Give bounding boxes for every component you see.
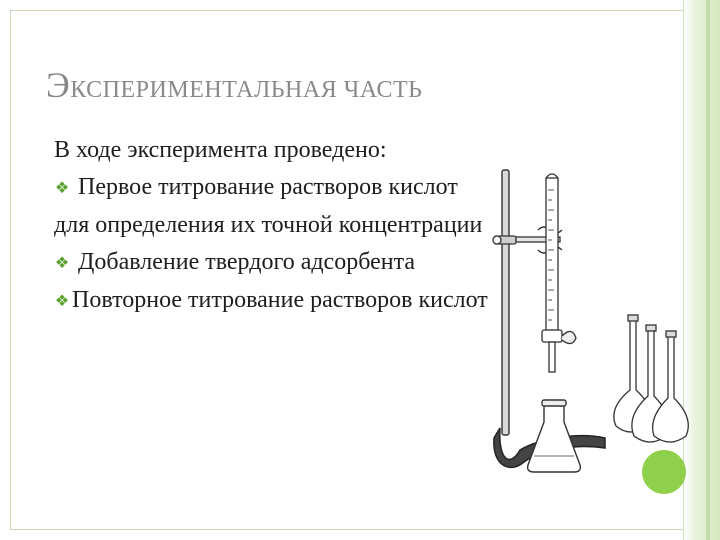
stand-rod (502, 170, 509, 435)
checkmark-bullet-icon: ❖ (54, 293, 70, 310)
burette (542, 174, 576, 372)
intro-line: В ходе эксперимента проведено: (54, 137, 387, 163)
bullet-item-3 (54, 282, 494, 321)
decorative-green-circle (642, 450, 686, 494)
bullet-item-2 (54, 244, 494, 283)
title-first-letter: Э (46, 65, 71, 105)
checkmark-bullet-icon: ❖ (54, 254, 70, 272)
titration-apparatus-illustration (480, 160, 710, 480)
bullet-item-1 (54, 169, 494, 244)
bullet-item-2-text: Добавление твердого адсорбента (78, 248, 416, 275)
bullet-item-3-text: Повторное титрование растворов кислот (72, 287, 488, 313)
volumetric-flasks (614, 315, 688, 442)
bullet-item-1-text: Первое титрование растворов кислот для определения их точной концентрации (54, 173, 483, 238)
checkmark-bullet-icon: ❖ (54, 179, 70, 197)
slide-body (54, 132, 494, 321)
title-rest: КСПЕРИМЕНТАЛЬНАЯ ЧАСТЬ (70, 77, 423, 103)
slide-title (46, 64, 422, 106)
